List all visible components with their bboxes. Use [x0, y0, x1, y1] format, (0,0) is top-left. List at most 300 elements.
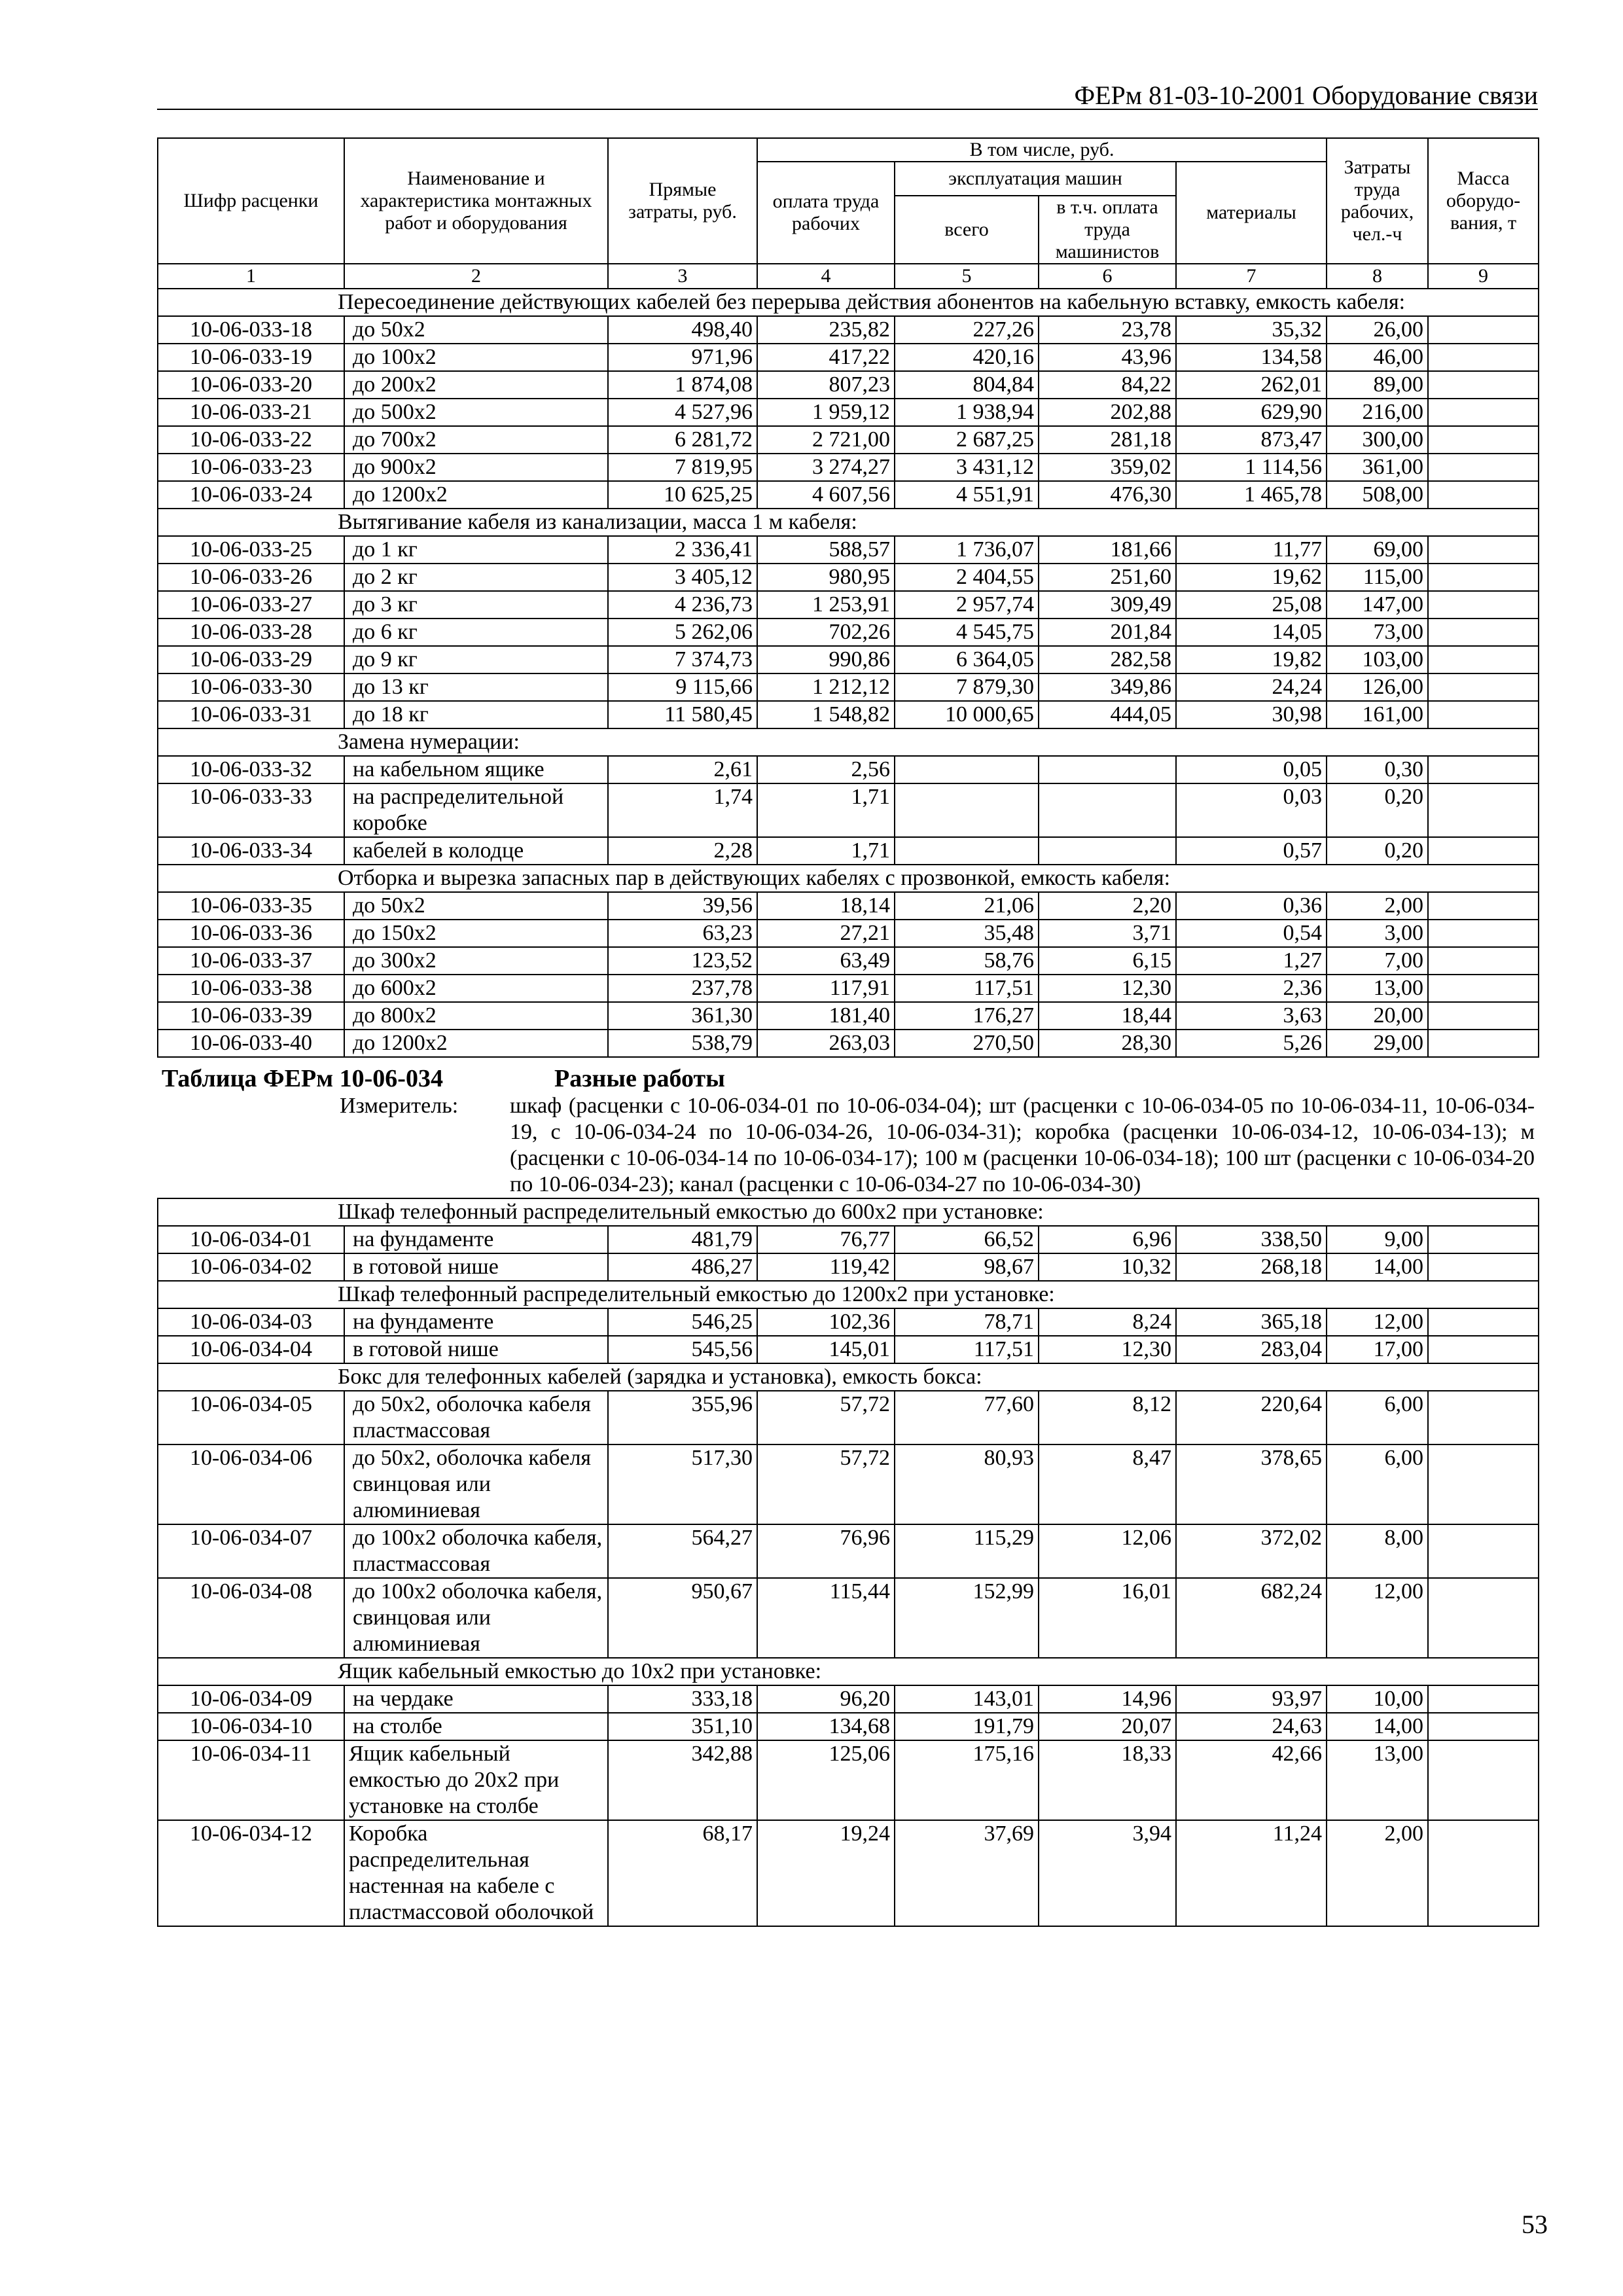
- labor-hours: 14,00: [1327, 1713, 1428, 1740]
- labor-cost: 3 274,27: [757, 454, 895, 481]
- materials-cost: 24,63: [1176, 1713, 1327, 1740]
- work-name: до 2 кг: [344, 564, 608, 591]
- equipment-mass: [1428, 1685, 1539, 1713]
- table-row: [158, 1002, 1539, 1030]
- equipment-mass: [1428, 920, 1539, 947]
- table-row: [158, 316, 1539, 344]
- direct-cost: 546,25: [608, 1308, 757, 1336]
- machine-cost: 2 957,74: [895, 591, 1039, 619]
- rate-code: 10-06-033-23: [158, 454, 344, 481]
- materials-cost: 0,36: [1176, 892, 1327, 920]
- labor-hours: 508,00: [1327, 481, 1428, 509]
- work-name: до 3 кг: [344, 591, 608, 619]
- equipment-mass: [1428, 1820, 1539, 1926]
- equipment-mass: [1428, 1524, 1539, 1578]
- rate-code: 10-06-033-22: [158, 426, 344, 454]
- materials-cost: 629,90: [1176, 399, 1327, 426]
- labor-cost: 96,20: [757, 1685, 895, 1713]
- machine-cost: 80,93: [895, 1444, 1039, 1524]
- table-row: [158, 837, 1539, 865]
- labor-cost: 57,72: [757, 1444, 895, 1524]
- labor-hours: 69,00: [1327, 536, 1428, 564]
- machinist-labor-cost: [1039, 783, 1176, 837]
- section-title: Шкаф телефонный распределительный емкостью до 600х2 при установке:: [158, 1198, 1539, 1226]
- machine-cost: 176,27: [895, 1002, 1039, 1030]
- materials-cost: 5,26: [1176, 1030, 1327, 1057]
- rate-code: 10-06-033-40: [158, 1030, 344, 1057]
- equipment-mass: [1428, 975, 1539, 1002]
- table-row: [158, 481, 1539, 509]
- rates-table: [157, 137, 1539, 1927]
- machine-cost: 37,69: [895, 1820, 1039, 1926]
- equipment-mass: [1428, 1578, 1539, 1658]
- equipment-mass: [1428, 481, 1539, 509]
- equipment-mass: [1428, 756, 1539, 783]
- rate-code: 10-06-033-28: [158, 619, 344, 646]
- direct-cost: 2 336,41: [608, 536, 757, 564]
- machinist-labor-cost: 282,58: [1039, 646, 1176, 673]
- section-title: Отборка и вырезка запасных пар в действующих кабелях с прозвонкой, емкость кабеля:: [158, 865, 1539, 892]
- machinist-labor-cost: 349,86: [1039, 673, 1176, 701]
- labor-hours: 73,00: [1327, 619, 1428, 646]
- section-title: Замена нумерации:: [158, 728, 1539, 756]
- labor-hours: 2,00: [1327, 892, 1428, 920]
- equipment-mass: [1428, 1002, 1539, 1030]
- col-mach-total-header: всего: [895, 196, 1039, 264]
- machinist-labor-cost: 8,24: [1039, 1308, 1176, 1336]
- labor-hours: 10,00: [1327, 1685, 1428, 1713]
- rate-code: 10-06-033-31: [158, 701, 344, 728]
- direct-cost: 498,40: [608, 316, 757, 344]
- machinist-labor-cost: 8,12: [1039, 1391, 1176, 1444]
- machinist-labor-cost: 281,18: [1039, 426, 1176, 454]
- direct-cost: 3 405,12: [608, 564, 757, 591]
- work-name: до 50х2, оболочка кабеля свинцовая или алюминиевая: [344, 1444, 608, 1524]
- materials-cost: 35,32: [1176, 316, 1327, 344]
- table-row: [158, 1253, 1539, 1281]
- work-name: до 1 кг: [344, 536, 608, 564]
- direct-cost: 486,27: [608, 1253, 757, 1281]
- work-name: до 50х2, оболочка кабеля пластмассовая: [344, 1391, 608, 1444]
- section-heading-row: [158, 1281, 1539, 1308]
- measure-row: [158, 1093, 1539, 1198]
- equipment-mass: [1428, 426, 1539, 454]
- machine-cost: 10 000,65: [895, 701, 1039, 728]
- rate-code: 10-06-033-35: [158, 892, 344, 920]
- col-number: 4: [757, 264, 895, 289]
- equipment-mass: [1428, 701, 1539, 728]
- labor-cost: 125,06: [757, 1740, 895, 1820]
- machine-cost: [895, 837, 1039, 865]
- materials-cost: 378,65: [1176, 1444, 1327, 1524]
- machine-cost: 3 431,12: [895, 454, 1039, 481]
- labor-cost: 145,01: [757, 1336, 895, 1363]
- direct-cost: 2,61: [608, 756, 757, 783]
- labor-hours: 361,00: [1327, 454, 1428, 481]
- materials-cost: 0,54: [1176, 920, 1327, 947]
- direct-cost: 950,67: [608, 1578, 757, 1658]
- work-name: на распределительной коробке: [344, 783, 608, 837]
- rate-code: 10-06-034-03: [158, 1308, 344, 1336]
- work-name: кабелей в колодце: [344, 837, 608, 865]
- work-name: Коробка распределительная настенная на кабеле с пластмассовой оболочкой: [344, 1820, 608, 1926]
- equipment-mass: [1428, 837, 1539, 865]
- section-title: Пересоединение действующих кабелей без перерыва действия абонентов на кабельную вставку, емкость кабеля:: [158, 289, 1539, 316]
- section-heading-row: [158, 1658, 1539, 1685]
- labor-hours: 2,00: [1327, 1820, 1428, 1926]
- labor-cost: 417,22: [757, 344, 895, 371]
- labor-cost: 1 959,12: [757, 399, 895, 426]
- equipment-mass: [1428, 399, 1539, 426]
- labor-hours: 6,00: [1327, 1444, 1428, 1524]
- table-row: [158, 1524, 1539, 1578]
- machinist-labor-cost: 444,05: [1039, 701, 1176, 728]
- table-row: [158, 975, 1539, 1002]
- header-row: [158, 138, 1539, 162]
- materials-cost: 19,82: [1176, 646, 1327, 673]
- equipment-mass: [1428, 1226, 1539, 1253]
- labor-hours: 9,00: [1327, 1226, 1428, 1253]
- labor-cost: 235,82: [757, 316, 895, 344]
- measure-cell: [158, 1093, 1539, 1198]
- machine-cost: 1 736,07: [895, 536, 1039, 564]
- rate-code: 10-06-033-25: [158, 536, 344, 564]
- direct-cost: 5 262,06: [608, 619, 757, 646]
- materials-cost: 365,18: [1176, 1308, 1327, 1336]
- col-labor-header: оплата труда рабочих: [757, 162, 895, 264]
- table-row: [158, 1713, 1539, 1740]
- materials-cost: 1,27: [1176, 947, 1327, 975]
- equipment-mass: [1428, 564, 1539, 591]
- machine-cost: 227,26: [895, 316, 1039, 344]
- work-name: до 300х2: [344, 947, 608, 975]
- col-number: 7: [1176, 264, 1327, 289]
- work-name: до 50х2: [344, 892, 608, 920]
- col-incl-header: В том числе, руб.: [757, 138, 1327, 162]
- direct-cost: 123,52: [608, 947, 757, 975]
- table-row: [158, 344, 1539, 371]
- machine-cost: 4 551,91: [895, 481, 1039, 509]
- machine-cost: 6 364,05: [895, 646, 1039, 673]
- materials-cost: 873,47: [1176, 426, 1327, 454]
- work-name: до 100х2 оболочка кабеля, пластмассовая: [344, 1524, 608, 1578]
- work-name: до 100х2 оболочка кабеля, свинцовая или алюминиевая: [344, 1578, 608, 1658]
- machinist-labor-cost: 181,66: [1039, 536, 1176, 564]
- labor-hours: 0,30: [1327, 756, 1428, 783]
- work-name: до 800х2: [344, 1002, 608, 1030]
- direct-cost: 2,28: [608, 837, 757, 865]
- work-name: до 500х2: [344, 399, 608, 426]
- materials-cost: 25,08: [1176, 591, 1327, 619]
- machinist-labor-cost: 18,44: [1039, 1002, 1176, 1030]
- direct-cost: 7 374,73: [608, 646, 757, 673]
- table-subtitle: Разные работы: [554, 1065, 725, 1092]
- machinist-labor-cost: 2,20: [1039, 892, 1176, 920]
- work-name: до 200х2: [344, 371, 608, 399]
- machine-cost: 117,51: [895, 975, 1039, 1002]
- work-name: в готовой нише: [344, 1253, 608, 1281]
- table-row: [158, 1578, 1539, 1658]
- labor-cost: 119,42: [757, 1253, 895, 1281]
- machine-cost: 2 404,55: [895, 564, 1039, 591]
- labor-hours: 20,00: [1327, 1002, 1428, 1030]
- materials-cost: 682,24: [1176, 1578, 1327, 1658]
- direct-cost: 7 819,95: [608, 454, 757, 481]
- equipment-mass: [1428, 619, 1539, 646]
- labor-hours: 14,00: [1327, 1253, 1428, 1281]
- materials-cost: 0,57: [1176, 837, 1327, 865]
- rate-code: 10-06-034-07: [158, 1524, 344, 1578]
- rate-code: 10-06-034-11: [158, 1740, 344, 1820]
- table-title-row: [158, 1057, 1539, 1093]
- col-number: 3: [608, 264, 757, 289]
- table-row: [158, 756, 1539, 783]
- direct-cost: 6 281,72: [608, 426, 757, 454]
- measure-label: Измеритель:: [340, 1094, 459, 1118]
- machinist-labor-cost: 476,30: [1039, 481, 1176, 509]
- table-row: [158, 701, 1539, 728]
- materials-cost: 30,98: [1176, 701, 1327, 728]
- direct-cost: 10 625,25: [608, 481, 757, 509]
- section-title: Вытягивание кабеля из канализации, масса 1 м кабеля:: [158, 509, 1539, 536]
- labor-cost: 18,14: [757, 892, 895, 920]
- machine-cost: 2 687,25: [895, 426, 1039, 454]
- materials-cost: 42,66: [1176, 1740, 1327, 1820]
- col-number: 5: [895, 264, 1039, 289]
- table-row: [158, 1336, 1539, 1363]
- machinist-labor-cost: 3,94: [1039, 1820, 1176, 1926]
- col-materials-header: материалы: [1176, 162, 1327, 264]
- work-name: до 100х2: [344, 344, 608, 371]
- direct-cost: 68,17: [608, 1820, 757, 1926]
- equipment-mass: [1428, 536, 1539, 564]
- direct-cost: 63,23: [608, 920, 757, 947]
- table-row: [158, 783, 1539, 837]
- labor-hours: 216,00: [1327, 399, 1428, 426]
- equipment-mass: [1428, 1308, 1539, 1336]
- rate-code: 10-06-033-38: [158, 975, 344, 1002]
- labor-hours: 3,00: [1327, 920, 1428, 947]
- materials-cost: 19,62: [1176, 564, 1327, 591]
- machine-cost: 4 545,75: [895, 619, 1039, 646]
- work-name: до 6 кг: [344, 619, 608, 646]
- labor-cost: 76,96: [757, 1524, 895, 1578]
- labor-cost: 2,56: [757, 756, 895, 783]
- materials-cost: 11,24: [1176, 1820, 1327, 1926]
- direct-cost: 333,18: [608, 1685, 757, 1713]
- materials-cost: 372,02: [1176, 1524, 1327, 1578]
- work-name: до 600х2: [344, 975, 608, 1002]
- rate-code: 10-06-034-05: [158, 1391, 344, 1444]
- rate-code: 10-06-034-02: [158, 1253, 344, 1281]
- materials-cost: 0,05: [1176, 756, 1327, 783]
- machinist-labor-cost: 12,30: [1039, 1336, 1176, 1363]
- labor-cost: 57,72: [757, 1391, 895, 1444]
- rate-code: 10-06-033-36: [158, 920, 344, 947]
- rate-code: 10-06-034-06: [158, 1444, 344, 1524]
- rate-code: 10-06-033-32: [158, 756, 344, 783]
- rate-code: 10-06-034-10: [158, 1713, 344, 1740]
- machinist-labor-cost: 3,71: [1039, 920, 1176, 947]
- table-row: [158, 1820, 1539, 1926]
- direct-cost: 361,30: [608, 1002, 757, 1030]
- work-name: до 150х2: [344, 920, 608, 947]
- section-title: Шкаф телефонный распределительный емкостью до 1200х2 при установке:: [158, 1281, 1539, 1308]
- work-name: до 13 кг: [344, 673, 608, 701]
- section-heading-row: [158, 865, 1539, 892]
- equipment-mass: [1428, 591, 1539, 619]
- labor-hours: 0,20: [1327, 783, 1428, 837]
- labor-hours: 115,00: [1327, 564, 1428, 591]
- labor-hours: 6,00: [1327, 1391, 1428, 1444]
- labor-hours: 13,00: [1327, 975, 1428, 1002]
- machine-cost: 35,48: [895, 920, 1039, 947]
- direct-cost: 564,27: [608, 1524, 757, 1578]
- table-row: [158, 920, 1539, 947]
- section-title: Бокс для телефонных кабелей (зарядка и установка), емкость бокса:: [158, 1363, 1539, 1391]
- labor-hours: 0,20: [1327, 837, 1428, 865]
- table-row: [158, 1391, 1539, 1444]
- materials-cost: 220,64: [1176, 1391, 1327, 1444]
- work-name: на фундаменте: [344, 1308, 608, 1336]
- direct-cost: 971,96: [608, 344, 757, 371]
- rate-code: 10-06-033-33: [158, 783, 344, 837]
- labor-hours: 147,00: [1327, 591, 1428, 619]
- table-row: [158, 892, 1539, 920]
- labor-cost: 807,23: [757, 371, 895, 399]
- col-mass-header: Масса оборудо-вания, т: [1428, 138, 1539, 264]
- machine-cost: [895, 783, 1039, 837]
- work-name: до 50х2: [344, 316, 608, 344]
- table-row: [158, 536, 1539, 564]
- col-number: 6: [1039, 264, 1176, 289]
- table-title-cell: [158, 1057, 1539, 1093]
- header-title: ФЕРм 81-03-10-2001 Оборудование связи: [1074, 81, 1538, 110]
- labor-cost: 19,24: [757, 1820, 895, 1926]
- labor-hours: 46,00: [1327, 344, 1428, 371]
- machinist-labor-cost: 23,78: [1039, 316, 1176, 344]
- machine-cost: 66,52: [895, 1226, 1039, 1253]
- labor-cost: 1 212,12: [757, 673, 895, 701]
- equipment-mass: [1428, 1030, 1539, 1057]
- equipment-mass: [1428, 1444, 1539, 1524]
- direct-cost: 9 115,66: [608, 673, 757, 701]
- machine-cost: 21,06: [895, 892, 1039, 920]
- machine-cost: 7 879,30: [895, 673, 1039, 701]
- work-name: до 9 кг: [344, 646, 608, 673]
- direct-cost: 481,79: [608, 1226, 757, 1253]
- table-row: [158, 371, 1539, 399]
- machine-cost: 77,60: [895, 1391, 1039, 1444]
- direct-cost: 1,74: [608, 783, 757, 837]
- machine-cost: 270,50: [895, 1030, 1039, 1057]
- labor-cost: 1,71: [757, 783, 895, 837]
- materials-cost: 3,63: [1176, 1002, 1327, 1030]
- table-row: [158, 426, 1539, 454]
- equipment-mass: [1428, 454, 1539, 481]
- materials-cost: 1 114,56: [1176, 454, 1327, 481]
- page-number: 53: [1522, 2210, 1548, 2239]
- labor-cost: 263,03: [757, 1030, 895, 1057]
- direct-cost: 4 527,96: [608, 399, 757, 426]
- rate-code: 10-06-034-12: [158, 1820, 344, 1926]
- col-machines-header: эксплуатация машин: [895, 162, 1176, 196]
- rate-code: 10-06-033-26: [158, 564, 344, 591]
- col-hours-header: Затраты труда рабочих, чел.-ч: [1327, 138, 1428, 264]
- rate-code: 10-06-033-39: [158, 1002, 344, 1030]
- materials-cost: 11,77: [1176, 536, 1327, 564]
- equipment-mass: [1428, 1713, 1539, 1740]
- work-name: на столбе: [344, 1713, 608, 1740]
- machinist-labor-cost: 43,96: [1039, 344, 1176, 371]
- labor-cost: 76,77: [757, 1226, 895, 1253]
- machine-cost: 58,76: [895, 947, 1039, 975]
- machine-cost: 143,01: [895, 1685, 1039, 1713]
- labor-hours: 7,00: [1327, 947, 1428, 975]
- col-number: 2: [344, 264, 608, 289]
- section-heading-row: [158, 509, 1539, 536]
- materials-cost: 262,01: [1176, 371, 1327, 399]
- rate-code: 10-06-033-29: [158, 646, 344, 673]
- materials-cost: 14,05: [1176, 619, 1327, 646]
- column-numbers-row: [158, 264, 1539, 289]
- measure-text: шкаф (расценки с 10-06-034-01 по 10-06-034-04); шт (расценки с 10-06-034-05 по 10-06-034-11, 10-06-034-19, с 10-06-034-24 по 10-06-034-26, 10-06-034-31); коробка (расценки 10-06-034-12, 10-06-034-13); м (расценки с 10-06-034-14 по 10-06-034-17); 100 м (расценки 10-06-034-18); 100 шт (расценки с 10-06-034-20 по 10-06-034-23); канал (расценки с 10-06-034-27 по 10-06-034-30): [510, 1094, 1535, 1196]
- labor-cost: 102,36: [757, 1308, 895, 1336]
- section-heading-row: [158, 728, 1539, 756]
- labor-cost: 990,86: [757, 646, 895, 673]
- labor-cost: 63,49: [757, 947, 895, 975]
- rate-code: 10-06-033-21: [158, 399, 344, 426]
- labor-hours: 26,00: [1327, 316, 1428, 344]
- labor-hours: 126,00: [1327, 673, 1428, 701]
- table-row: [158, 399, 1539, 426]
- section-heading-row: [158, 289, 1539, 316]
- direct-cost: 237,78: [608, 975, 757, 1002]
- equipment-mass: [1428, 783, 1539, 837]
- rate-code: 10-06-033-34: [158, 837, 344, 865]
- labor-hours: 13,00: [1327, 1740, 1428, 1820]
- labor-hours: 12,00: [1327, 1308, 1428, 1336]
- table-row: [158, 1030, 1539, 1057]
- machinist-labor-cost: 8,47: [1039, 1444, 1176, 1524]
- machinist-labor-cost: 10,32: [1039, 1253, 1176, 1281]
- equipment-mass: [1428, 1391, 1539, 1444]
- labor-cost: 588,57: [757, 536, 895, 564]
- col-direct-header: Прямые затраты, руб.: [608, 138, 757, 264]
- col-code-header: Шифр расценки: [158, 138, 344, 264]
- section-title: Ящик кабельный емкостью до 10х2 при установке:: [158, 1658, 1539, 1685]
- running-header: [157, 58, 1538, 110]
- machinist-labor-cost: 251,60: [1039, 564, 1176, 591]
- labor-cost: 2 721,00: [757, 426, 895, 454]
- equipment-mass: [1428, 1336, 1539, 1363]
- work-name: до 700х2: [344, 426, 608, 454]
- labor-cost: 4 607,56: [757, 481, 895, 509]
- rate-code: 10-06-033-19: [158, 344, 344, 371]
- materials-cost: 134,58: [1176, 344, 1327, 371]
- table-row: [158, 1740, 1539, 1820]
- machinist-labor-cost: 18,33: [1039, 1740, 1176, 1820]
- equipment-mass: [1428, 1253, 1539, 1281]
- labor-cost: 181,40: [757, 1002, 895, 1030]
- machine-cost: 78,71: [895, 1308, 1039, 1336]
- machinist-labor-cost: 309,49: [1039, 591, 1176, 619]
- work-name: на кабельном ящике: [344, 756, 608, 783]
- direct-cost: 355,96: [608, 1391, 757, 1444]
- table-row: [158, 591, 1539, 619]
- rate-code: 10-06-033-20: [158, 371, 344, 399]
- machinist-labor-cost: [1039, 756, 1176, 783]
